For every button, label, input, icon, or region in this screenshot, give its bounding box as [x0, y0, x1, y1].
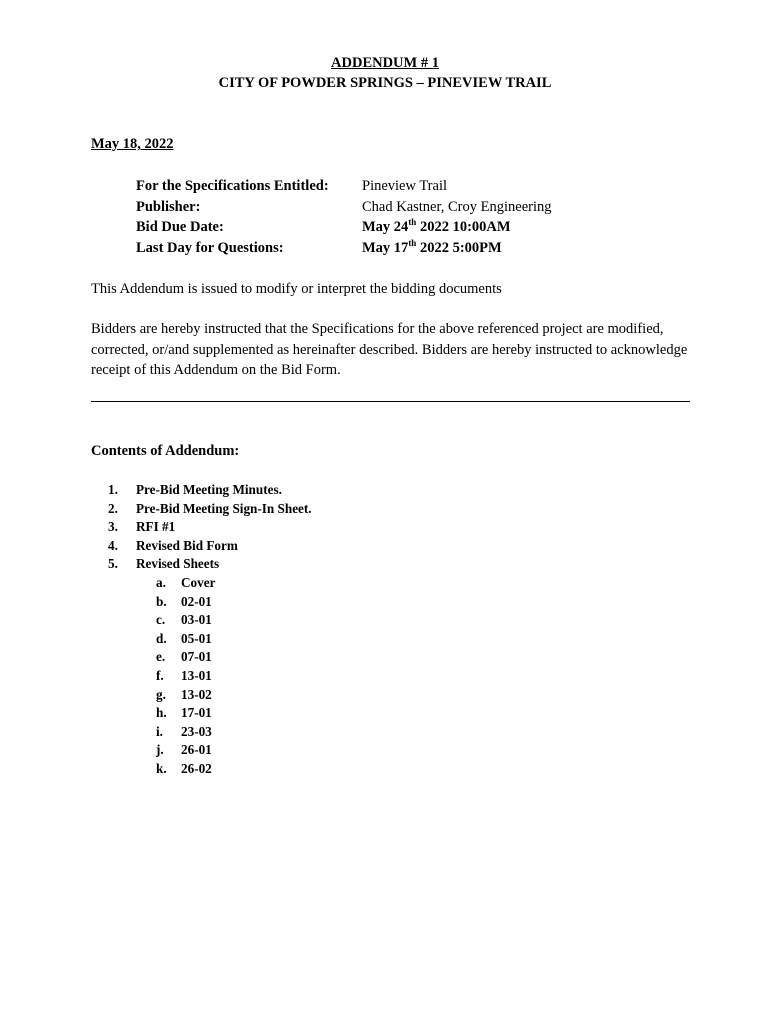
issue-date: May 18, 2022 [91, 136, 174, 152]
list-text: Pre-Bid Meeting Minutes. [136, 482, 282, 497]
sheet-item [156, 723, 312, 742]
spec-value: Pineview Trail [362, 178, 447, 194]
list-number: 1. [108, 482, 118, 497]
revised-sheets-list [108, 574, 312, 779]
questions-date [362, 238, 502, 259]
list-item [108, 537, 312, 556]
spec-row-bid-due [136, 217, 551, 238]
sheet-text: 17-01 [181, 705, 212, 721]
questions-month-day: May 17 [362, 239, 409, 256]
contents-list [108, 481, 312, 779]
list-item [108, 500, 312, 519]
intro-paragraph: This Addendum is issued to modify or interpret the bidding documents [91, 281, 502, 297]
spec-row-entitled [136, 176, 551, 197]
sheet-item [156, 630, 312, 649]
spec-label: For the Specifications Entitled: [136, 178, 329, 194]
sheet-letter: g. [156, 686, 166, 702]
spec-label: Last Day for Questions: [136, 239, 284, 256]
sheet-letter: e. [156, 649, 166, 665]
sheet-letter: k. [156, 760, 167, 776]
bid-due-date [362, 217, 511, 238]
sheet-letter: c. [156, 612, 166, 628]
bid-due-month-day: May 24 [362, 219, 409, 235]
sheet-text: 13-01 [181, 667, 212, 683]
questions-rest: 2022 5:00PM [416, 239, 502, 256]
sheet-text: 26-01 [181, 742, 212, 758]
sheet-item [156, 704, 312, 723]
sheet-item [156, 667, 312, 686]
list-text: Pre-Bid Meeting Sign-In Sheet. [136, 500, 312, 516]
document-subtitle: CITY OF POWDER SPRINGS – PINEVIEW TRAIL [218, 75, 552, 91]
sheet-item [156, 574, 312, 593]
sheet-letter: b. [156, 593, 167, 609]
sheet-letter: d. [156, 630, 167, 646]
sheet-text: 13-02 [181, 686, 212, 702]
document-title: ADDENDUM # 1 [331, 55, 439, 71]
spec-value: Chad Kastner, Croy Engineering [362, 198, 552, 215]
sheet-letter: j. [156, 742, 164, 758]
sheet-text: Cover [181, 574, 216, 590]
spec-table [136, 176, 551, 258]
spec-row-publisher [136, 197, 551, 218]
list-number: 3. [108, 519, 118, 535]
instruction-paragraph: Bidders are hereby instructed that the Specifications for the above referenced project are modified, corrected, or/and supplemented as hereinafter described. Bidders are hereby instructed to acknowledge receipt of this Addendum on the Bid Form. [91, 321, 688, 378]
contents-heading: Contents of Addendum: [91, 443, 240, 459]
sheet-text: 05-01 [181, 630, 212, 646]
sheet-text: 02-01 [181, 593, 212, 609]
sheet-item [156, 593, 312, 612]
questions-suffix: th [408, 237, 417, 248]
sheet-letter: a. [156, 574, 166, 590]
list-number: 4. [108, 537, 118, 553]
list-item [108, 481, 312, 500]
spec-label: Bid Due Date: [136, 219, 224, 235]
list-number: 2. [108, 500, 118, 516]
list-number: 5. [108, 556, 118, 572]
sheet-text: 03-01 [181, 612, 212, 628]
sheet-item [156, 760, 312, 779]
sheet-item [156, 741, 312, 760]
sheet-text: 07-01 [181, 649, 212, 665]
sheet-letter: i. [156, 723, 163, 739]
sheet-item [156, 611, 312, 630]
spec-label: Publisher: [136, 198, 201, 215]
list-text: Revised Bid Form [136, 537, 238, 553]
sheet-letter: f. [156, 667, 164, 683]
bid-due-rest: 2022 10:00AM [416, 219, 511, 235]
sheet-item [156, 686, 312, 705]
bid-due-suffix: th [408, 217, 417, 228]
list-item [108, 555, 312, 574]
sheet-text: 26-02 [181, 760, 212, 776]
list-text: Revised Sheets [136, 556, 220, 572]
sheet-letter: h. [156, 705, 167, 721]
list-item [108, 518, 312, 537]
sheet-text: 23-03 [181, 723, 212, 739]
spec-row-questions [136, 238, 551, 259]
horizontal-divider [91, 401, 690, 402]
sheet-item [156, 648, 312, 667]
list-text: RFI #1 [136, 519, 176, 535]
